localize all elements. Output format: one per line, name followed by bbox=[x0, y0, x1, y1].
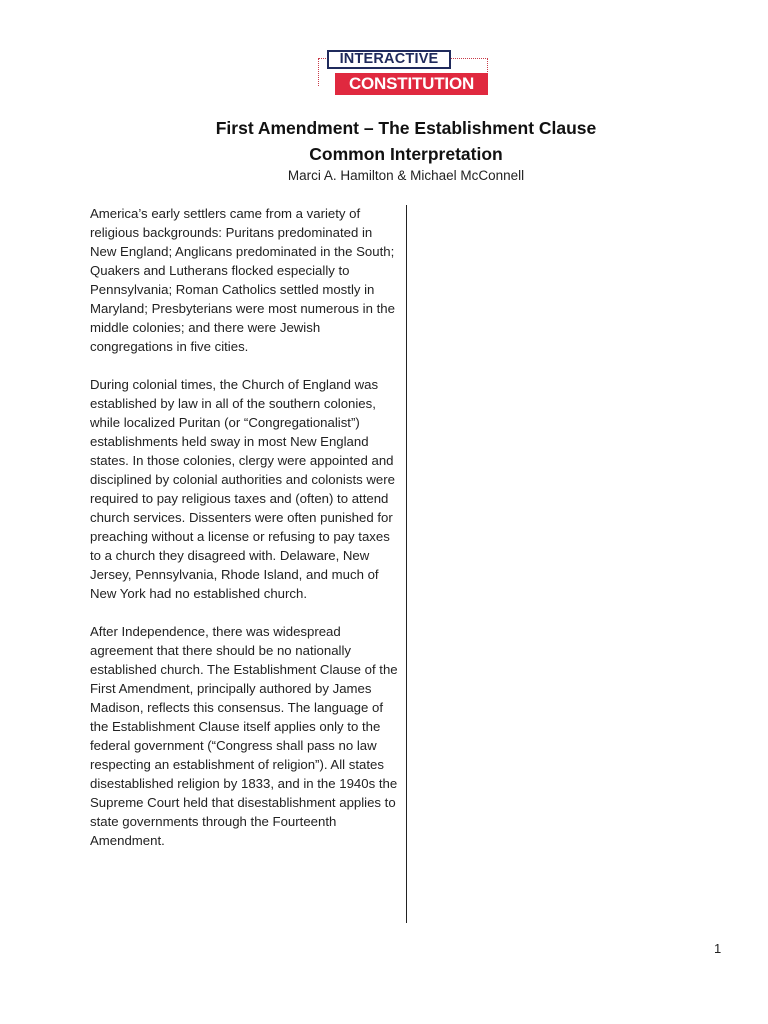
document-subtitle: Common Interpretation bbox=[309, 144, 503, 164]
document-authors: Marci A. Hamilton & Michael McConnell bbox=[287, 168, 525, 183]
paragraph-3: After Independence, there was widespread agreement that there should be no nationally established church. The Establishment Clause of the First Amendment, principally authored by James Madison, reflects this consensus. The language of the Establishment Clause itself applies only to the federal government (“Congress shall pass no law respecting an establishment of religion”). All states disestablished religion by 1833, and in the 1940s the Supreme Court held that disestablishment applies to state governments through the Fourteenth Amendment. bbox=[90, 624, 398, 848]
document-title: First Amendment – The Establishment Clause bbox=[215, 118, 597, 138]
logo-line-interactive: INTERACTIVE bbox=[327, 50, 451, 69]
paragraph-2: During colonial times, the Church of England was established by law in all of the southern colonies, while localized Puritan (or “Congregationalist”) establishments held sway in most New England states. In those colonies, clergy were appointed and disciplined by colonial authorities and colonists were required to pay religious taxes and (often) to attend church services. Dissenters were often punished for preaching without a license or refusing to pay taxes to a church they disagreed with. Delaware, New Jersey, Pennsylvania, Rhode Island, and much of New York had no established church. bbox=[90, 377, 395, 601]
column-divider bbox=[406, 205, 407, 923]
logo-line-constitution: CONSTITUTION bbox=[335, 73, 488, 95]
left-text-column bbox=[90, 204, 402, 869]
interactive-constitution-logo bbox=[318, 48, 490, 98]
page-number: 1 bbox=[714, 941, 722, 956]
paragraph-1: America’s early settlers came from a variety of religious backgrounds: Puritans predominated in New England; Anglicans predominated in the South; Quakers and Lutherans flocked especially to Pennsylvania; Roman Catholics settled mostly in Maryland; Presbyterians were most numerous in the middle colonies; and there were Jewish congregations in five cities. bbox=[90, 206, 395, 354]
